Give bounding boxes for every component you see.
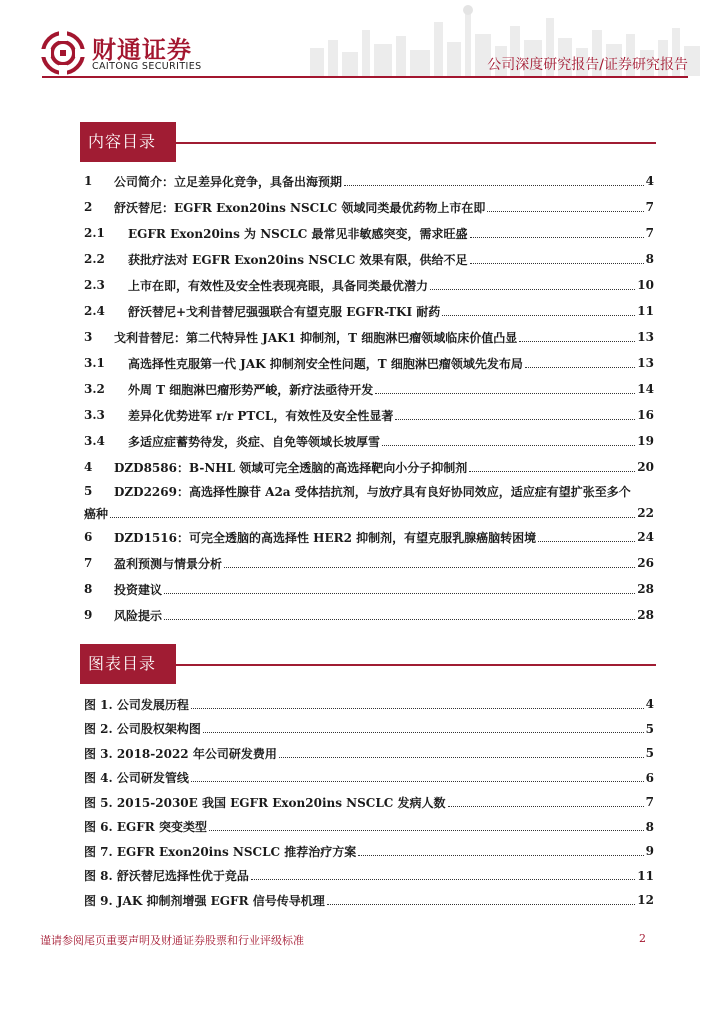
toc-item-page: 19: [637, 434, 654, 448]
toc-leader: [519, 341, 635, 342]
figures-heading-rule: [176, 664, 656, 666]
caitong-logo-icon: [40, 30, 86, 76]
figure-item[interactable]: [84, 692, 654, 717]
toc-item-page: 28: [637, 582, 654, 596]
toc-item-title: 外周 T 细胞淋巴瘤形势严峻，新疗法亟待开发: [128, 382, 374, 397]
figure-item-page: 11: [637, 868, 654, 883]
toc-item-title: 舒沃替尼+戈利昔替尼强强联合有望克服 EGFR-TKI 耐药: [128, 304, 441, 319]
footer-disclaimer: 谨请参阅尾页重要声明及财通证券股票和行业评级标准: [40, 934, 304, 947]
figure-leader: [448, 806, 644, 807]
toc-leader: [487, 211, 643, 212]
toc-item-number: 9: [84, 608, 93, 622]
toc-item-title: 上市在即，有效性及安全性表现亮眼，具备同类最优潜力: [128, 278, 429, 293]
toc-item-page: 14: [637, 382, 654, 396]
figure-item-page: 8: [645, 819, 654, 834]
figure-item-page: 4: [645, 697, 654, 712]
toc-item-page: 13: [637, 330, 654, 344]
toc-item-page: 20: [637, 460, 654, 474]
figure-leader: [191, 781, 644, 782]
toc-item[interactable]: [84, 480, 654, 524]
toc-item[interactable]: [84, 168, 654, 194]
toc-item-page: 8: [645, 252, 654, 266]
toc-item-number: 6: [84, 530, 93, 544]
figures-heading: 图表目录: [80, 644, 176, 684]
toc-item-title: 盈利预测与情景分析: [114, 556, 223, 571]
figure-item-title: 图 8. 舒沃替尼选择性优于竞品: [84, 869, 249, 884]
toc-item-title: 获批疗法对 EGFR Exon20ins NSCLC 效果有限，供给不足: [128, 252, 468, 267]
toc-leader: [470, 263, 644, 264]
toc-leader: [395, 419, 635, 420]
figure-item-page: 9: [645, 844, 654, 859]
toc-item-title: 高选择性克服第一代 JAK 抑制剂安全性问题，T 细胞淋巴瘤领域先发布局: [128, 356, 523, 371]
toc-item-page: 4: [645, 174, 654, 188]
toc-item-number: 3.4: [84, 434, 105, 448]
figure-leader: [358, 855, 643, 856]
caitong-logo: [40, 30, 240, 80]
toc-item-page: 22: [637, 506, 654, 520]
toc-item[interactable]: [84, 576, 654, 602]
toc-item-number: 3.1: [84, 356, 105, 370]
figure-item-title: 图 1. 公司发展历程: [84, 697, 189, 712]
toc-item-number: 2.3: [84, 278, 105, 292]
toc-item-page: 7: [645, 226, 654, 240]
figure-item-title: 图 4. 公司研发管线: [84, 771, 189, 786]
toc-item[interactable]: [84, 376, 654, 402]
toc-item[interactable]: [84, 350, 654, 376]
toc-leader: [430, 289, 635, 290]
figure-item-page: 5: [645, 721, 654, 736]
toc-item-number: 3: [84, 330, 93, 344]
toc-leader: [469, 471, 635, 472]
figure-leader: [191, 708, 644, 709]
toc-item-title: 公司简介：立足差异化竞争，具备出海预期: [114, 174, 343, 189]
figure-leader: [203, 732, 644, 733]
figure-item-title: 图 3. 2018-2022 年公司研发费用: [84, 746, 277, 761]
toc-item[interactable]: [84, 402, 654, 428]
toc-item-title: DZD1516：可完全透脑的高选择性 HER2 抑制剂，有望克服乳腺癌脑转困境: [114, 530, 537, 545]
toc-item-page: 16: [637, 408, 654, 422]
figure-item-title: 图 6. EGFR 突变类型: [84, 820, 207, 835]
toc-heading-bar: [80, 122, 656, 162]
toc-item-title: EGFR Exon20ins 为 NSCLC 最常见非敏感突变，需求旺盛: [128, 226, 468, 241]
toc-item-number: 2.2: [84, 252, 105, 266]
toc-leader: [382, 445, 635, 446]
toc-item[interactable]: [84, 428, 654, 454]
company-name-en: CAITONG SECURITIES: [92, 61, 202, 72]
figure-item-page: 5: [645, 746, 654, 761]
figure-item[interactable]: [84, 888, 654, 913]
toc-item[interactable]: [84, 602, 654, 628]
toc-item[interactable]: [84, 194, 654, 220]
toc-item-title: 风险提示: [114, 608, 163, 623]
toc-leader: [344, 185, 644, 186]
figures-list: [84, 692, 654, 913]
figure-item-page: 12: [637, 893, 654, 908]
toc-item-page: 7: [645, 200, 654, 214]
report-type: 公司深度研究报告/证券研究报告: [487, 57, 688, 73]
figure-item[interactable]: [84, 864, 654, 889]
toc-item-title-continued: 癌种: [84, 506, 109, 521]
toc-item-page: 13: [637, 356, 654, 370]
figure-item-title: 图 2. 公司股权架构图: [84, 722, 201, 737]
toc-item[interactable]: [84, 246, 654, 272]
toc-item-number: 5: [84, 484, 93, 498]
figure-item-page: 6: [645, 770, 654, 785]
toc-item[interactable]: [84, 550, 654, 576]
toc-heading-rule: [176, 142, 656, 144]
toc-item[interactable]: [84, 324, 654, 350]
toc-item-title: DZD8586：B-NHL 领域可完全透脑的高选择靶向小分子抑制剂: [114, 460, 468, 475]
figure-item-title: 图 9. JAK 抑制剂增强 EGFR 信号传导机理: [84, 893, 325, 908]
toc-item-title: DZD2269：高选择性腺苷 A2a 受体拮抗剂，与放疗具有良好协同效应，适应症有望扩张至多个: [114, 484, 631, 499]
figure-leader: [279, 757, 644, 758]
toc-leader: [442, 315, 635, 316]
toc-item-title: 戈利昔替尼：第二代特异性 JAK1 抑制剂，T 细胞淋巴瘤领域临床价值凸显: [114, 330, 518, 345]
toc-leader: [375, 393, 635, 394]
toc-item[interactable]: [84, 524, 654, 550]
toc-leader: [470, 237, 644, 238]
toc-item-number: 1: [84, 174, 93, 188]
toc-item[interactable]: [84, 220, 654, 246]
figure-item[interactable]: [84, 790, 654, 815]
toc-item-page: 11: [637, 304, 654, 318]
toc-item-title: 投资建议: [114, 582, 163, 597]
toc-item-number: 3.2: [84, 382, 105, 396]
figure-item[interactable]: [84, 766, 654, 791]
toc-item-page: 24: [637, 530, 654, 544]
toc-list: [84, 168, 654, 628]
toc-item-number: 8: [84, 582, 93, 596]
figure-item[interactable]: [84, 717, 654, 742]
toc-item[interactable]: [84, 454, 654, 480]
figure-leader: [251, 879, 635, 880]
company-name-cn: 财通证券: [92, 36, 192, 64]
page-number: 2: [639, 932, 646, 945]
toc-item-page: 28: [637, 608, 654, 622]
toc-item-title: 舒沃替尼：EGFR Exon20ins NSCLC 领域同类最优药物上市在即: [114, 200, 486, 215]
toc-leader: [538, 541, 635, 542]
figure-item[interactable]: [84, 741, 654, 766]
toc-item[interactable]: [84, 272, 654, 298]
page-header: [0, 0, 724, 92]
toc-item-page: 26: [637, 556, 654, 570]
toc-item-number: 2.1: [84, 226, 105, 240]
toc-item-number: 3.3: [84, 408, 105, 422]
figure-item[interactable]: [84, 815, 654, 840]
toc-heading: 内容目录: [80, 122, 176, 162]
toc-item-number: 2: [84, 200, 93, 214]
toc-leader: [164, 593, 635, 594]
figure-item-title: 图 5. 2015-2030E 我国 EGFR Exon20ins NSCLC 发病人数: [84, 795, 446, 810]
toc-leader: [224, 567, 635, 568]
toc-leader: [525, 367, 635, 368]
toc-leader: [164, 619, 635, 620]
figures-heading-bar: [80, 644, 656, 684]
toc-item-number: 2.4: [84, 304, 105, 318]
figure-item[interactable]: [84, 839, 654, 864]
figure-leader: [209, 830, 644, 831]
toc-item-page: 10: [637, 278, 654, 292]
toc-leader: [110, 517, 635, 518]
toc-item-number: 7: [84, 556, 93, 570]
figure-item-page: 7: [645, 795, 654, 810]
toc-item[interactable]: [84, 298, 654, 324]
toc-item-title: 差异化优势进军 r/r PTCL，有效性及安全性显著: [128, 408, 394, 423]
figure-item-title: 图 7. EGFR Exon20ins NSCLC 推荐治疗方案: [84, 844, 357, 859]
toc-item-number: 4: [84, 460, 93, 474]
header-divider: [42, 76, 688, 78]
figure-leader: [327, 904, 636, 905]
toc-item-title: 多适应症蓄势待发，炎症、自免等领域长坡厚雪: [128, 434, 381, 449]
